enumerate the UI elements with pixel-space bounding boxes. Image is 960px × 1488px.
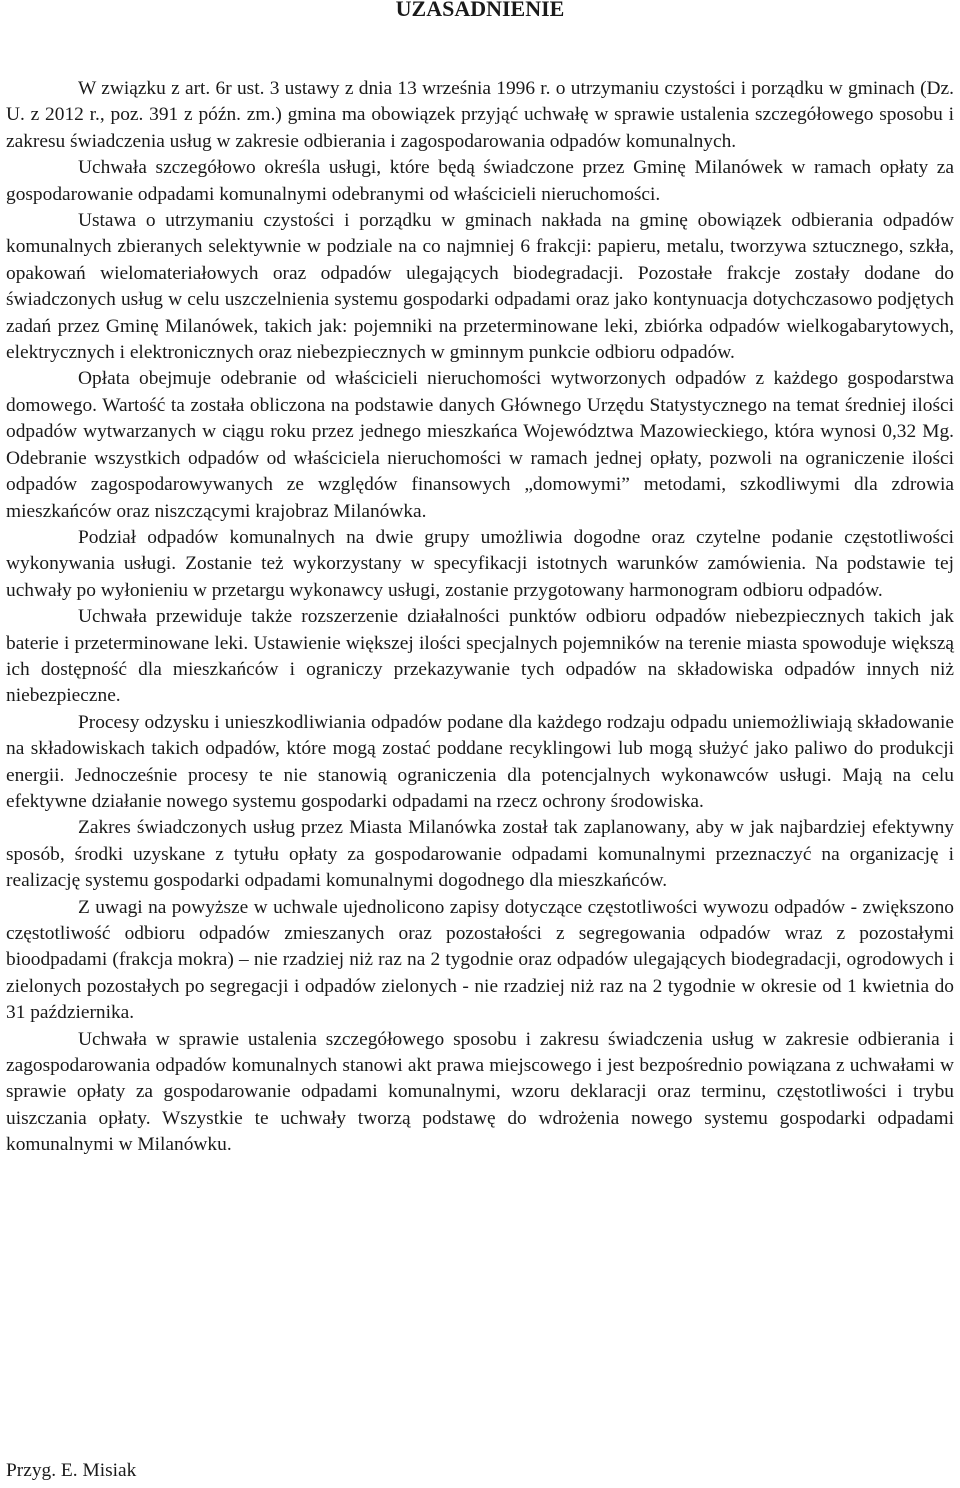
- paragraph-waste-groups: Podział odpadów komunalnych na dwie grupy umożliwia dogodne oraz czytelne podanie częstotliwości wykonywania usługi. Zostanie też wykorzystany w specyfikacji istotnych warunków zamówienia. Na podstawie tej uchwały po wyłonieniu w przetargu wykonawcy usługi, zostanie przygotowany harmonogram odbioru odpadów.: [6, 526, 954, 601]
- paragraph-local-law-relation: Uchwała w sprawie ustalenia szczegółowego sposobu i zakresu świadczenia usług w zakresie odbierania i zagospodarowania odpadów komunalnych stanowi akt prawa miejscowego i jest bezpośrednio powiązana z uchwałami w sprawie opłaty za gospodarowanie odpadami komunalnymi, wzoru deklaracji oraz terminu, częstotliwości i trybu uiszczania opłaty. Wszystkie te uchwały tworzą podstawę do wdrożenia nowego systemu gospodarki odpadami komunalnymi w Milanówku.: [6, 1028, 954, 1156]
- document-title: UZASADNIENIE: [395, 0, 565, 21]
- paragraph-legal-basis: W związku z art. 6r ust. 3 ustawy z dnia 13 września 1996 r. o utrzymaniu czystości i porządku w gminach (Dz. U. z 2012 r., poz. 391 z późn. zm.) gmina ma obowiązek przyjąć uchwałę w sprawie ustalenia szczegółowego sposobu i zakresu świadczenia usług w zakresie odbierania i zagospodarowania odpadów komunalnych.: [6, 78, 954, 152]
- paragraph-service-planning: Zakres świadczonych usług przez Miasta Milanówka został tak zaplanowany, aby w jak najbardziej efektywny sposób, środki uzyskane z tytułu opłaty za gospodarowanie odpadami komunalnymi przeznaczyć na organizację i realizację systemu gospodarki odpadami komunalnymi dogodnego dla mieszkańców.: [6, 817, 954, 892]
- paragraph-scope-of-services: Uchwała szczegółowo określa usługi, które będą świadczone przez Gminę Milanówek w ramach opłaty za gospodarowanie odpadami komunalnymi odebranymi od właścicieli nieruchomości.: [6, 157, 954, 205]
- document-body: [6, 76, 954, 1159]
- paragraph-selective-collection: Ustawa o utrzymaniu czystości i porządku w gminach nakłada na gminę obowiązek odbierania odpadów komunalnych zbieranych selektywnie w podziale na co najmniej 6 frakcji: papieru, metalu, tworzywa sztucznego, szkła, opakowań wielomateriałowych oraz odpadów ulegających biodegradacji. Pozostałe frakcje zostały dodane do świadczonych usług w celu uszczelnienia systemu gospodarki odpadami oraz jako kontynuacja dotychczasowo podjętych zadań przez Gminę Milanówek, takich jak: pojemniki na przeterminowane leki, zbiórka odpadów wielkogabarytowych, elektrycznych i elektronicznych oraz niebezpiecznych w gminnym punkcie odbioru odpadów.: [6, 210, 954, 364]
- paragraph-collection-frequency: Z uwagi na powyższe w uchwale ujednolicono zapisy dotyczące częstotliwości wywozu odpadów - zwiększono częstotliwość odbioru odpadów zmieszanych oraz pozostałości z segregowania odpadów wraz z pozostałymi bioodpadami (frakcja mokra) – nie rzadziej niż raz na 2 tygodnie oraz odpadów ulegających biodegradacji, ogrodowych i zielonych pozostałych po segregacji i odpadów zielonych - nie rzadziej niż raz na 2 tygodnie w okresie od 1 kwietnia do 31 października.: [6, 896, 954, 1024]
- paragraph-hazardous-waste-points: Uchwała przewiduje także rozszerzenie działalności punktów odbioru odpadów niebezpiecznych takich jak baterie i przeterminowane leki. Ustawienie większej ilości specjalnych pojemników na terenie miasta spowoduje większą ich dostępność dla mieszkańców i ograniczy przekazywanie tych odpadów na składowiska odpadów innych niż niebezpieczne.: [6, 606, 954, 707]
- paragraph-fee-coverage: Opłata obejmuje odebranie od właścicieli nieruchomości wytworzonych odpadów z każdego gospodarstwa domowego. Wartość ta została obliczona na podstawie danych Głównego Urzędu Statystycznego na temat średniej ilości odpadów wytwarzanych w ciągu roku przez jednego mieszkańca Województwa Mazowieckiego, która wynosi 0,32 Mg. Odebranie wszystkich odpadów od właściciela nieruchomości w ramach jednej opłaty, pozwoli na ograniczenie ilości odpadów zagospodarowywanych ze względów finansowych „domowymi” metodami, szkodliwymi dla zdrowia mieszkańców oraz niszczącymi krajobraz Milanówka.: [6, 368, 954, 522]
- prepared-by-signature: Przyg. E. Misiak: [6, 1460, 137, 1481]
- paragraph-recovery-processes: Procesy odzysku i unieszkodliwiania odpadów podane dla każdego rodzaju odpadu uniemożliwiają składowanie na składowiskach takich odpadów, które mogą zostać poddane recyklingowi lub mogą służyć jako paliwo do produkcji energii. Jednocześnie procesy te nie stanowią ograniczenia dla potencjalnych wykonawców usługi. Mają na celu efektywne działanie nowego systemu gospodarki odpadami na rzecz ochrony środowiska.: [6, 711, 954, 812]
